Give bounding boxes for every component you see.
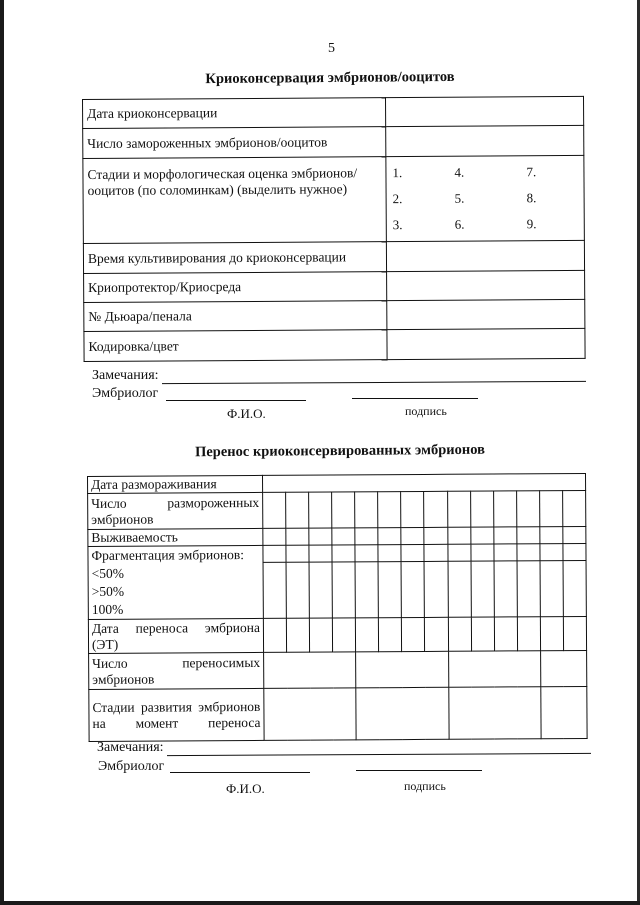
straw-3: 3. — [392, 217, 403, 233]
remarks-line-2[interactable] — [167, 753, 591, 756]
signature-line-2[interactable] — [356, 770, 482, 771]
grid-cell[interactable] — [333, 618, 356, 652]
grid-cell[interactable] — [470, 544, 493, 561]
cryo-date-cell[interactable] — [385, 96, 583, 126]
wide-cell[interactable] — [448, 651, 540, 688]
grid-cell[interactable] — [494, 544, 517, 561]
table-row — [89, 686, 587, 741]
stages-cell[interactable] — [386, 155, 585, 241]
grid-cell[interactable] — [539, 491, 562, 527]
culture-time-label: Время культивирования до криоконсервации — [83, 242, 386, 274]
dewar-cell[interactable] — [387, 299, 585, 329]
straw-grid — [390, 158, 579, 239]
thaw-date-cell[interactable] — [262, 473, 585, 492]
survival-label: Выживаемость — [88, 528, 263, 546]
frozen-count-cell[interactable] — [386, 125, 584, 156]
straw-6: 6. — [454, 216, 465, 232]
straw-4: 4. — [454, 164, 465, 180]
straw-1: 1. — [392, 165, 403, 181]
stages-transfer-label: Стадии развития эмбрионов на момент переноса — [89, 688, 264, 741]
wide-cell[interactable] — [448, 687, 541, 740]
grid-cell[interactable] — [332, 528, 355, 545]
grid-cell[interactable] — [424, 527, 447, 544]
remarks-label-2: Замечания: — [97, 740, 164, 755]
remarks-line-1[interactable] — [162, 381, 586, 384]
table-row — [83, 96, 584, 128]
grid-cell[interactable] — [563, 616, 586, 650]
scan-edge-bottom — [0, 901, 640, 905]
grid-cell[interactable] — [494, 561, 517, 617]
dewar-label: № Дьюара/пенала — [84, 301, 387, 332]
stages-label: Стадии и морфологическая оценка эмбрионов/ооцитов (по соломинкам) (выделить нужное) — [83, 157, 387, 244]
grid-cell[interactable] — [424, 491, 447, 527]
fragmentation-title: Фрагментация эмбрионов: — [91, 547, 245, 563]
grid-cell[interactable] — [309, 492, 332, 528]
grid-cell[interactable] — [309, 545, 332, 562]
grid-cell[interactable] — [448, 561, 471, 617]
grid-cell[interactable] — [517, 527, 540, 544]
straw-8: 8. — [526, 190, 537, 206]
grid-cell[interactable] — [494, 617, 517, 651]
transfer-table — [87, 473, 588, 742]
grid-cell[interactable] — [379, 618, 402, 652]
grid-cell[interactable] — [425, 617, 448, 651]
grid-cell[interactable] — [332, 492, 355, 528]
thawed-count-label: Число размороженных эмбрионов — [88, 492, 263, 529]
embryologist-label-1: Эмбриолог — [92, 386, 159, 401]
grid-cell[interactable] — [517, 544, 540, 561]
frag-100: 100% — [91, 601, 124, 617]
coding-cell[interactable] — [387, 328, 585, 359]
grid-cell[interactable] — [540, 561, 563, 617]
grid-cell[interactable] — [356, 618, 379, 652]
fio-caption-1: Ф.И.О. — [227, 406, 266, 421]
cryoprotector-cell[interactable] — [387, 270, 585, 300]
grid-cell[interactable] — [401, 561, 424, 617]
table-row — [84, 270, 585, 302]
cryo-date-label: Дата криоконсервации — [83, 98, 386, 129]
grid-cell[interactable] — [493, 527, 516, 544]
grid-cell[interactable] — [493, 491, 516, 527]
grid-cell[interactable] — [378, 528, 401, 545]
grid-cell[interactable] — [286, 618, 309, 652]
grid-cell[interactable] — [286, 492, 309, 528]
grid-cell[interactable] — [401, 491, 424, 527]
grid-cell[interactable] — [355, 545, 378, 562]
grid-cell[interactable] — [355, 492, 378, 528]
fio-caption-2: Ф.И.О. — [226, 781, 265, 796]
remarks-label-1: Замечания: — [92, 368, 159, 383]
wide-cell[interactable] — [540, 650, 586, 686]
straw-7: 7. — [526, 164, 537, 180]
straw-5: 5. — [454, 190, 465, 206]
thaw-date-label: Дата размораживания — [88, 475, 263, 493]
grid-cell[interactable] — [286, 545, 309, 562]
wide-cell[interactable] — [356, 651, 448, 688]
grid-cell[interactable] — [447, 527, 470, 544]
table-row — [83, 125, 584, 158]
grid-cell[interactable] — [516, 491, 539, 527]
grid-cell[interactable] — [471, 617, 494, 651]
cryoprotector-label: Криопротектор/Криосреда — [84, 272, 387, 303]
table-row — [83, 240, 584, 273]
grid-cell[interactable] — [540, 527, 563, 544]
coding-label: Кодировка/цвет — [84, 330, 387, 362]
grid-cell[interactable] — [263, 545, 286, 562]
straw-2: 2. — [392, 191, 403, 207]
wide-cell[interactable] — [264, 688, 357, 741]
grid-cell[interactable] — [470, 491, 493, 527]
grid-cell[interactable] — [401, 527, 424, 544]
scan-edge-left — [0, 0, 4, 905]
grid-cell[interactable] — [402, 617, 425, 651]
grid-cell[interactable] — [263, 528, 286, 545]
grid-cell[interactable] — [309, 528, 332, 545]
grid-cell[interactable] — [378, 562, 401, 618]
grid-cell[interactable] — [470, 527, 493, 544]
culture-time-cell[interactable] — [386, 240, 584, 271]
grid-cell[interactable] — [471, 561, 494, 617]
page-number: 5 — [328, 41, 335, 56]
grid-cell[interactable] — [332, 545, 355, 562]
grid-cell[interactable] — [447, 544, 470, 561]
transfer-date-label: Дата переноса эмбриона (ЭТ) — [88, 618, 263, 653]
grid-cell[interactable] — [517, 617, 540, 651]
wide-cell[interactable] — [356, 687, 449, 740]
table-row — [84, 299, 585, 331]
grid-cell[interactable] — [355, 528, 378, 545]
grid-cell[interactable] — [563, 526, 586, 543]
frag-lt50: <50% — [91, 565, 125, 581]
grid-cell[interactable] — [563, 543, 586, 560]
table-row — [88, 616, 586, 653]
table-row — [88, 490, 586, 529]
grid-cell[interactable] — [562, 490, 585, 526]
grid-cell[interactable] — [355, 562, 378, 618]
section2-title: Перенос криоконсервированных эмбрионов — [194, 441, 486, 461]
wide-cell[interactable] — [541, 686, 588, 738]
table-row — [83, 155, 585, 243]
table-row — [89, 650, 587, 689]
wide-cell[interactable] — [264, 652, 356, 689]
grid-cell[interactable] — [424, 561, 447, 617]
grid-cell[interactable] — [309, 618, 332, 652]
section1-title: Криоконсервация эмбрионов/ооцитов — [205, 68, 455, 88]
signature-caption-1: подпись — [405, 404, 447, 418]
grid-cell[interactable] — [309, 562, 332, 618]
grid-cell[interactable] — [447, 491, 470, 527]
grid-cell[interactable] — [540, 544, 563, 561]
frag-gt50: >50% — [91, 583, 125, 599]
fio-line-1[interactable] — [166, 400, 306, 401]
grid-cell[interactable] — [378, 545, 401, 562]
grid-cell[interactable] — [263, 492, 286, 528]
grid-cell[interactable] — [424, 544, 447, 561]
table-row — [84, 328, 585, 361]
grid-cell[interactable] — [263, 562, 286, 618]
fio-line-2[interactable] — [170, 772, 310, 773]
signature-line-1[interactable] — [352, 398, 478, 399]
grid-cell[interactable] — [448, 617, 471, 651]
grid-cell[interactable] — [378, 492, 401, 528]
embryologist-label-2: Эмбриолог — [98, 759, 165, 774]
grid-cell[interactable] — [540, 617, 563, 651]
straw-9: 9. — [526, 216, 537, 232]
grid-cell[interactable] — [401, 544, 424, 561]
fragmentation-label — [88, 545, 263, 619]
grid-cell[interactable] — [517, 561, 540, 617]
signature-caption-2: подпись — [404, 779, 446, 793]
grid-cell[interactable] — [263, 618, 286, 652]
grid-cell[interactable] — [286, 528, 309, 545]
cryo-table — [82, 96, 586, 362]
transferred-count-label: Число переносимых эмбрионов — [89, 652, 264, 689]
grid-cell[interactable] — [286, 562, 309, 618]
grid-cell[interactable] — [332, 562, 355, 618]
frozen-count-label: Число замороженных эмбрионов/ооцитов — [83, 127, 386, 159]
grid-cell[interactable] — [563, 560, 587, 616]
